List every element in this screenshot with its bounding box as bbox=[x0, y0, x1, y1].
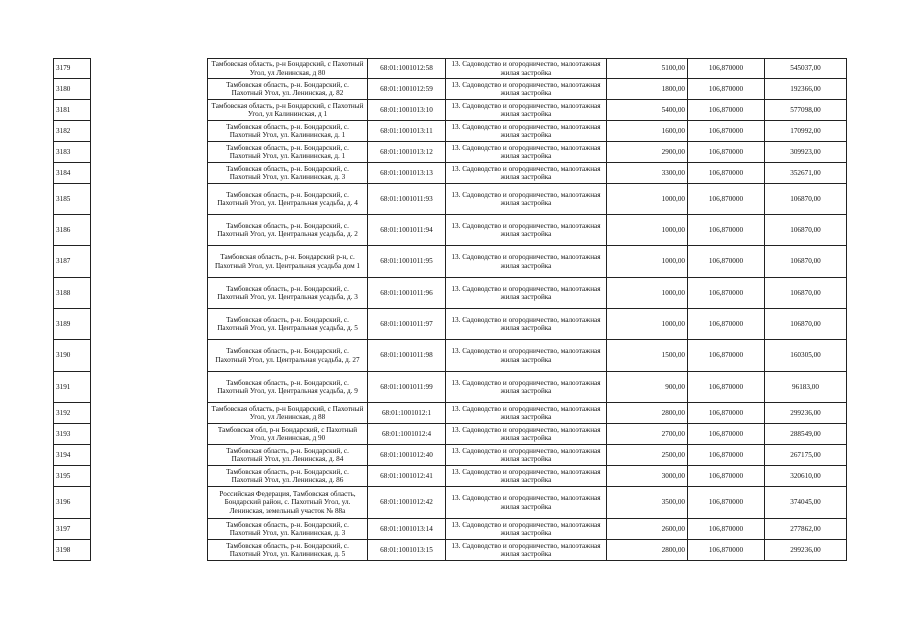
table-row bbox=[54, 100, 847, 121]
row-gap-cell bbox=[91, 519, 208, 540]
address-cell: Тамбовская область, р-н Бондарский, с Пахотный Угол, ул Ленинская, д 88 bbox=[208, 403, 368, 424]
cadastral-number-cell: 68:01:1001013:13 bbox=[368, 163, 446, 184]
cadastral-value-cell: 267175,00 bbox=[765, 445, 847, 466]
specific-value-cell: 106,870000 bbox=[688, 246, 765, 278]
row-gap-cell bbox=[91, 340, 208, 372]
specific-value-cell: 106,870000 bbox=[688, 100, 765, 121]
row-number: 3193 bbox=[54, 424, 91, 445]
table-row bbox=[54, 142, 847, 163]
address-cell: Тамбовская область, р-н. Бондарский, с. Пахотный Угол, ул. Калининская, д. 3 bbox=[208, 163, 368, 184]
land-use-cell: 13. Садоводство и огородничество, малоэтажная жилая застройка bbox=[446, 163, 607, 184]
specific-value-cell: 106,870000 bbox=[688, 487, 765, 519]
cadastral-value-cell: 309923,00 bbox=[765, 142, 847, 163]
cadastral-value-cell: 577098,00 bbox=[765, 100, 847, 121]
land-use-cell: 13. Садоводство и огородничество, малоэтажная жилая застройка bbox=[446, 445, 607, 466]
cadastral-number-cell: 68:01:1001012:4 bbox=[368, 424, 446, 445]
cadastral-value-cell: 96183,00 bbox=[765, 372, 847, 403]
row-number: 3184 bbox=[54, 163, 91, 184]
cadastral-number-cell: 68:01:1001012:59 bbox=[368, 79, 446, 100]
land-use-cell: 13. Садоводство и огородничество, малоэтажная жилая застройка bbox=[446, 121, 607, 142]
cadastral-number-cell: 68:01:1001013:15 bbox=[368, 540, 446, 561]
row-gap-cell bbox=[91, 466, 208, 487]
row-gap-cell bbox=[91, 424, 208, 445]
area-cell: 1600,00 bbox=[607, 121, 688, 142]
row-number: 3187 bbox=[54, 246, 91, 278]
row-number: 3194 bbox=[54, 445, 91, 466]
land-use-cell: 13. Садоводство и огородничество, малоэтажная жилая застройка bbox=[446, 466, 607, 487]
cadastral-number-cell: 68:01:1001011:97 bbox=[368, 309, 446, 340]
row-number: 3182 bbox=[54, 121, 91, 142]
cadastral-value-cell: 277862,00 bbox=[765, 519, 847, 540]
row-number: 3186 bbox=[54, 215, 91, 246]
area-cell: 1000,00 bbox=[607, 215, 688, 246]
land-use-cell: 13. Садоводство и огородничество, малоэтажная жилая застройка bbox=[446, 142, 607, 163]
specific-value-cell: 106,870000 bbox=[688, 519, 765, 540]
row-gap-cell bbox=[91, 403, 208, 424]
area-cell: 2800,00 bbox=[607, 540, 688, 561]
table-row bbox=[54, 79, 847, 100]
area-cell: 2500,00 bbox=[607, 445, 688, 466]
area-cell: 900,00 bbox=[607, 372, 688, 403]
row-gap-cell bbox=[91, 309, 208, 340]
specific-value-cell: 106,870000 bbox=[688, 445, 765, 466]
address-cell: Тамбовская область, р-н. Бондарский, с. Пахотный Угол, ул. Калининская, д. 1 bbox=[208, 142, 368, 163]
table-row bbox=[54, 487, 847, 519]
address-cell: Тамбовская область, р-н. Бондарский р-н, с. Пахотный Угол, ул. Центральная усадьба дом 1 bbox=[208, 246, 368, 278]
address-cell: Тамбовская обл, р-н Бондарский, с Пахотный Угол, ул Ленинская, д 90 bbox=[208, 424, 368, 445]
table-row bbox=[54, 340, 847, 372]
cadastral-number-cell: 68:01:1001013:10 bbox=[368, 100, 446, 121]
row-gap-cell bbox=[91, 445, 208, 466]
row-gap-cell bbox=[91, 246, 208, 278]
row-gap-cell bbox=[91, 121, 208, 142]
specific-value-cell: 106,870000 bbox=[688, 540, 765, 561]
table-body bbox=[54, 59, 847, 561]
land-use-cell: 13. Садоводство и огородничество, малоэтажная жилая застройка bbox=[446, 100, 607, 121]
cadastral-number-cell: 68:01:1001012:42 bbox=[368, 487, 446, 519]
cadastral-value-cell: 106870,00 bbox=[765, 246, 847, 278]
table-row bbox=[54, 278, 847, 309]
cadastral-number-cell: 68:01:1001012:41 bbox=[368, 466, 446, 487]
specific-value-cell: 106,870000 bbox=[688, 79, 765, 100]
land-use-cell: 13. Садоводство и огородничество, малоэтажная жилая застройка bbox=[446, 372, 607, 403]
row-number: 3183 bbox=[54, 142, 91, 163]
land-use-cell: 13. Садоводство и огородничество, малоэтажная жилая застройка bbox=[446, 540, 607, 561]
row-number: 3198 bbox=[54, 540, 91, 561]
table-row bbox=[54, 184, 847, 215]
cadastral-number-cell: 68:01:1001013:14 bbox=[368, 519, 446, 540]
cadastral-value-cell: 192366,00 bbox=[765, 79, 847, 100]
cadastral-number-cell: 68:01:1001011:94 bbox=[368, 215, 446, 246]
land-use-cell: 13. Садоводство и огородничество, малоэтажная жилая застройка bbox=[446, 246, 607, 278]
row-gap-cell bbox=[91, 487, 208, 519]
address-cell: Тамбовская область, р-н. Бондарский, с. Пахотный Угол, ул. Калининская, д. 1 bbox=[208, 121, 368, 142]
row-number: 3181 bbox=[54, 100, 91, 121]
cadastral-number-cell: 68:01:1001011:98 bbox=[368, 340, 446, 372]
cadastral-number-cell: 68:01:1001013:11 bbox=[368, 121, 446, 142]
table-row bbox=[54, 246, 847, 278]
land-use-cell: 13. Садоводство и огородничество, малоэтажная жилая застройка bbox=[446, 487, 607, 519]
table-row bbox=[54, 540, 847, 561]
area-cell: 3000,00 bbox=[607, 466, 688, 487]
address-cell: Тамбовская область, р-н. Бондарский, с. Пахотный Угол, ул. Ленинская, д. 84 bbox=[208, 445, 368, 466]
table-row bbox=[54, 445, 847, 466]
land-use-cell: 13. Садоводство и огородничество, малоэтажная жилая застройка bbox=[446, 309, 607, 340]
cadastral-value-cell: 374045,00 bbox=[765, 487, 847, 519]
area-cell: 2900,00 bbox=[607, 142, 688, 163]
specific-value-cell: 106,870000 bbox=[688, 466, 765, 487]
area-cell: 3300,00 bbox=[607, 163, 688, 184]
row-gap-cell bbox=[91, 100, 208, 121]
specific-value-cell: 106,870000 bbox=[688, 121, 765, 142]
table-row bbox=[54, 163, 847, 184]
area-cell: 3500,00 bbox=[607, 487, 688, 519]
row-number: 3195 bbox=[54, 466, 91, 487]
table-row bbox=[54, 403, 847, 424]
cadastral-value-cell: 288549,00 bbox=[765, 424, 847, 445]
area-cell: 5100,00 bbox=[607, 59, 688, 79]
land-use-cell: 13. Садоводство и огородничество, малоэтажная жилая застройка bbox=[446, 403, 607, 424]
row-gap-cell bbox=[91, 59, 208, 79]
land-use-cell: 13. Садоводство и огородничество, малоэтажная жилая застройка bbox=[446, 278, 607, 309]
area-cell: 1000,00 bbox=[607, 309, 688, 340]
cadastral-value-cell: 106870,00 bbox=[765, 309, 847, 340]
row-number: 3189 bbox=[54, 309, 91, 340]
address-cell: Тамбовская область, р-н. Бондарский, с. Пахотный Угол, ул. Ленинская, д. 82 bbox=[208, 79, 368, 100]
area-cell: 1500,00 bbox=[607, 340, 688, 372]
specific-value-cell: 106,870000 bbox=[688, 309, 765, 340]
row-number: 3197 bbox=[54, 519, 91, 540]
address-cell: Российская Федерация, Тамбовская область, Бондарский район, с. Пахотный Угол, ул. Ленинская, земельный участок № 88а bbox=[208, 487, 368, 519]
specific-value-cell: 106,870000 bbox=[688, 142, 765, 163]
cadastral-number-cell: 68:01:1001011:95 bbox=[368, 246, 446, 278]
address-cell: Тамбовская область, р-н. Бондарский, с. Пахотный Угол, ул. Центральная усадьба, д. 5 bbox=[208, 309, 368, 340]
address-cell: Тамбовская область, р-н Бондарский, с Пахотный Угол, ул Калининская, д 1 bbox=[208, 100, 368, 121]
specific-value-cell: 106,870000 bbox=[688, 403, 765, 424]
row-gap-cell bbox=[91, 163, 208, 184]
area-cell: 1800,00 bbox=[607, 79, 688, 100]
area-cell: 2600,00 bbox=[607, 519, 688, 540]
cadastral-number-cell: 68:01:1001012:58 bbox=[368, 59, 446, 79]
land-use-cell: 13. Садоводство и огородничество, малоэтажная жилая застройка bbox=[446, 79, 607, 100]
cadastral-value-cell: 160305,00 bbox=[765, 340, 847, 372]
row-number: 3179 bbox=[54, 59, 91, 79]
row-number: 3192 bbox=[54, 403, 91, 424]
address-cell: Тамбовская область, р-н. Бондарский, с. Пахотный Угол, ул. Центральная усадьба, д. 27 bbox=[208, 340, 368, 372]
table-row bbox=[54, 121, 847, 142]
specific-value-cell: 106,870000 bbox=[688, 59, 765, 79]
row-gap-cell bbox=[91, 79, 208, 100]
cadastral-value-cell: 106870,00 bbox=[765, 278, 847, 309]
cadastral-value-cell: 352671,00 bbox=[765, 163, 847, 184]
table-row bbox=[54, 372, 847, 403]
row-number: 3196 bbox=[54, 487, 91, 519]
row-gap-cell bbox=[91, 142, 208, 163]
specific-value-cell: 106,870000 bbox=[688, 215, 765, 246]
area-cell: 2800,00 bbox=[607, 403, 688, 424]
address-cell: Тамбовская область, р-н. Бондарский, с. Пахотный Угол, ул. Калининская, д. 5 bbox=[208, 540, 368, 561]
address-cell: Тамбовская область, р-н Бондарский, с Пахотный Угол, ул Ленинская, д 80 bbox=[208, 59, 368, 79]
table-row bbox=[54, 215, 847, 246]
cadastral-number-cell: 68:01:1001011:96 bbox=[368, 278, 446, 309]
land-register-table bbox=[53, 58, 847, 561]
land-use-cell: 13. Садоводство и огородничество, малоэтажная жилая застройка bbox=[446, 340, 607, 372]
cadastral-value-cell: 299236,00 bbox=[765, 403, 847, 424]
cadastral-number-cell: 68:01:1001012:40 bbox=[368, 445, 446, 466]
specific-value-cell: 106,870000 bbox=[688, 340, 765, 372]
specific-value-cell: 106,870000 bbox=[688, 278, 765, 309]
specific-value-cell: 106,870000 bbox=[688, 163, 765, 184]
row-gap-cell bbox=[91, 372, 208, 403]
table-row bbox=[54, 466, 847, 487]
land-use-cell: 13. Садоводство и огородничество, малоэтажная жилая застройка bbox=[446, 184, 607, 215]
area-cell: 1000,00 bbox=[607, 184, 688, 215]
address-cell: Тамбовская область, р-н. Бондарский, с. Пахотный Угол, ул. Центральная усадьба, д. 2 bbox=[208, 215, 368, 246]
cadastral-number-cell: 68:01:1001013:12 bbox=[368, 142, 446, 163]
row-gap-cell bbox=[91, 278, 208, 309]
cadastral-number-cell: 68:01:1001011:93 bbox=[368, 184, 446, 215]
row-number: 3191 bbox=[54, 372, 91, 403]
table-row bbox=[54, 59, 847, 79]
cadastral-value-cell: 106870,00 bbox=[765, 184, 847, 215]
cadastral-value-cell: 545037,00 bbox=[765, 59, 847, 79]
specific-value-cell: 106,870000 bbox=[688, 424, 765, 445]
row-number: 3185 bbox=[54, 184, 91, 215]
cadastral-value-cell: 320610,00 bbox=[765, 466, 847, 487]
row-number: 3190 bbox=[54, 340, 91, 372]
cadastral-value-cell: 106870,00 bbox=[765, 215, 847, 246]
row-gap-cell bbox=[91, 215, 208, 246]
address-cell: Тамбовская область, р-н. Бондарский, с. Пахотный Угол, ул. Центральная усадьба, д. 3 bbox=[208, 278, 368, 309]
specific-value-cell: 106,870000 bbox=[688, 372, 765, 403]
address-cell: Тамбовская область, р-н. Бондарский, с. Пахотный Угол, ул. Ленинская, д. 86 bbox=[208, 466, 368, 487]
row-gap-cell bbox=[91, 540, 208, 561]
cadastral-number-cell: 68:01:1001012:1 bbox=[368, 403, 446, 424]
cadastral-value-cell: 299236,00 bbox=[765, 540, 847, 561]
land-use-cell: 13. Садоводство и огородничество, малоэтажная жилая застройка bbox=[446, 424, 607, 445]
area-cell: 5400,00 bbox=[607, 100, 688, 121]
table-row bbox=[54, 424, 847, 445]
land-use-cell: 13. Садоводство и огородничество, малоэтажная жилая застройка bbox=[446, 215, 607, 246]
table-row bbox=[54, 309, 847, 340]
address-cell: Тамбовская область, р-н. Бондарский, с. Пахотный Угол, ул. Центральная усадьба, д. 4 bbox=[208, 184, 368, 215]
table-row bbox=[54, 519, 847, 540]
row-number: 3188 bbox=[54, 278, 91, 309]
land-use-cell: 13. Садоводство и огородничество, малоэтажная жилая застройка bbox=[446, 59, 607, 79]
area-cell: 1000,00 bbox=[607, 278, 688, 309]
row-gap-cell bbox=[91, 184, 208, 215]
address-cell: Тамбовская область, р-н. Бондарский, с. Пахотный Угол, ул. Калининская, д. 3 bbox=[208, 519, 368, 540]
area-cell: 2700,00 bbox=[607, 424, 688, 445]
address-cell: Тамбовская область, р-н. Бондарский, с. Пахотный Угол, ул. Центральная усадьба, д. 9 bbox=[208, 372, 368, 403]
land-use-cell: 13. Садоводство и огородничество, малоэтажная жилая застройка bbox=[446, 519, 607, 540]
cadastral-value-cell: 170992,00 bbox=[765, 121, 847, 142]
row-number: 3180 bbox=[54, 79, 91, 100]
cadastral-number-cell: 68:01:1001011:99 bbox=[368, 372, 446, 403]
specific-value-cell: 106,870000 bbox=[688, 184, 765, 215]
area-cell: 1000,00 bbox=[607, 246, 688, 278]
